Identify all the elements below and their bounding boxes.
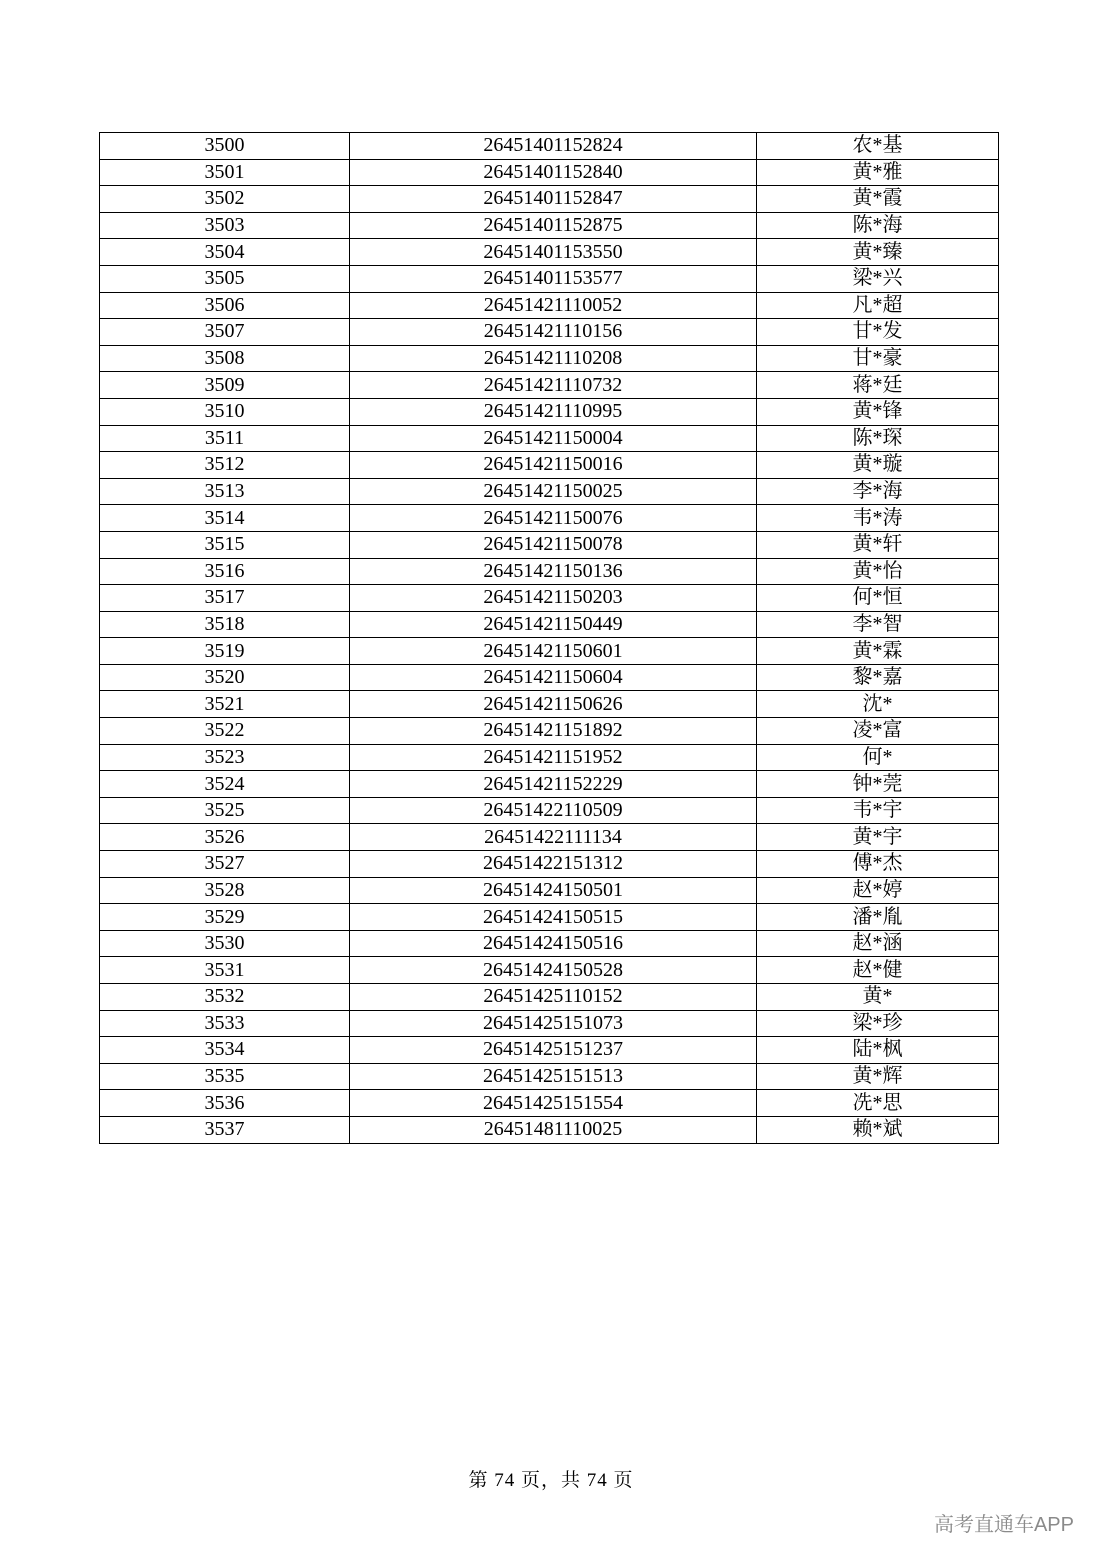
table-row [100, 531, 999, 558]
row-number-cell: 3525 [100, 797, 350, 824]
candidate-name-cell: 凌*富 [757, 718, 999, 745]
exam-number-cell: 26451425151237 [350, 1037, 757, 1064]
exam-number-cell: 26451421150004 [350, 425, 757, 452]
exam-number-cell: 26451401153577 [350, 265, 757, 292]
exam-number-cell: 26451421152229 [350, 771, 757, 798]
admission-list-table [99, 132, 999, 1144]
row-number-cell: 3523 [100, 744, 350, 771]
row-number-cell: 3526 [100, 824, 350, 851]
row-number-cell: 3505 [100, 265, 350, 292]
exam-number-cell: 26451421150604 [350, 664, 757, 691]
row-number-cell: 3530 [100, 930, 350, 957]
candidate-name-cell: 钟*莞 [757, 771, 999, 798]
candidate-name-cell: 梁*珍 [757, 1010, 999, 1037]
exam-number-cell: 26451421110208 [350, 345, 757, 372]
candidate-name-cell: 赵*健 [757, 957, 999, 984]
row-number-cell: 3513 [100, 478, 350, 505]
row-number-cell: 3501 [100, 159, 350, 186]
row-number-cell: 3532 [100, 984, 350, 1011]
table-row [100, 452, 999, 479]
exam-number-cell: 26451401152847 [350, 186, 757, 213]
table-row [100, 984, 999, 1011]
table-row [100, 824, 999, 851]
table-row [100, 877, 999, 904]
page-footer: 第 74 页，共 74 页 [468, 1470, 634, 1491]
table-row [100, 851, 999, 878]
exam-number-cell: 26451401152840 [350, 159, 757, 186]
exam-number-cell: 26451421150078 [350, 531, 757, 558]
row-number-cell: 3504 [100, 239, 350, 266]
candidate-name-cell: 凡*超 [757, 292, 999, 319]
candidate-name-cell: 黄*雅 [757, 159, 999, 186]
candidate-name-cell: 李*智 [757, 611, 999, 638]
row-number-cell: 3528 [100, 877, 350, 904]
table-row [100, 186, 999, 213]
exam-number-cell: 26451425110152 [350, 984, 757, 1011]
exam-number-cell: 26451401153550 [350, 239, 757, 266]
candidate-name-cell: 何*恒 [757, 585, 999, 612]
row-number-cell: 3537 [100, 1116, 350, 1143]
row-number-cell: 3524 [100, 771, 350, 798]
candidate-name-cell: 黄*辉 [757, 1063, 999, 1090]
candidate-name-cell: 蒋*廷 [757, 372, 999, 399]
table-row [100, 718, 999, 745]
exam-number-cell: 26451421150449 [350, 611, 757, 638]
candidate-name-cell: 陈*琛 [757, 425, 999, 452]
table-row [100, 292, 999, 319]
candidate-name-cell: 冼*思 [757, 1090, 999, 1117]
row-number-cell: 3518 [100, 611, 350, 638]
candidate-name-cell: 陆*枫 [757, 1037, 999, 1064]
exam-number-cell: 26451424150516 [350, 930, 757, 957]
exam-number-cell: 26451421150601 [350, 638, 757, 665]
candidate-name-cell: 李*海 [757, 478, 999, 505]
exam-number-cell: 26451401152824 [350, 133, 757, 160]
exam-number-cell: 26451425151073 [350, 1010, 757, 1037]
candidate-name-cell: 赖*斌 [757, 1116, 999, 1143]
exam-number-cell: 26451481110025 [350, 1116, 757, 1143]
candidate-name-cell: 黄*宇 [757, 824, 999, 851]
row-number-cell: 3512 [100, 452, 350, 479]
row-number-cell: 3533 [100, 1010, 350, 1037]
table-row [100, 265, 999, 292]
exam-number-cell: 26451422151312 [350, 851, 757, 878]
candidate-name-cell: 黄*怡 [757, 558, 999, 585]
row-number-cell: 3511 [100, 425, 350, 452]
row-number-cell: 3522 [100, 718, 350, 745]
candidate-name-cell: 韦*宇 [757, 797, 999, 824]
candidate-name-cell: 黄*轩 [757, 531, 999, 558]
exam-number-cell: 26451421150076 [350, 505, 757, 532]
candidate-name-cell: 陈*海 [757, 212, 999, 239]
table-row [100, 345, 999, 372]
exam-number-cell: 26451421110995 [350, 398, 757, 425]
table-row [100, 133, 999, 160]
table-row [100, 585, 999, 612]
table-row [100, 664, 999, 691]
row-number-cell: 3517 [100, 585, 350, 612]
row-number-cell: 3535 [100, 1063, 350, 1090]
table-row [100, 797, 999, 824]
candidate-name-cell: 傅*杰 [757, 851, 999, 878]
table-body [100, 133, 999, 1144]
table-row [100, 1116, 999, 1143]
exam-number-cell: 26451421110156 [350, 319, 757, 346]
row-number-cell: 3529 [100, 904, 350, 931]
row-number-cell: 3508 [100, 345, 350, 372]
table-row [100, 372, 999, 399]
row-number-cell: 3500 [100, 133, 350, 160]
candidate-name-cell: 何* [757, 744, 999, 771]
candidate-name-cell: 黄* [757, 984, 999, 1011]
table-row [100, 319, 999, 346]
table-row [100, 1063, 999, 1090]
table-row [100, 239, 999, 266]
exam-number-cell: 26451424150501 [350, 877, 757, 904]
exam-number-cell: 26451422110509 [350, 797, 757, 824]
table-row [100, 558, 999, 585]
table-row [100, 505, 999, 532]
table-row [100, 638, 999, 665]
exam-number-cell: 26451421150203 [350, 585, 757, 612]
exam-number-cell: 26451421151892 [350, 718, 757, 745]
exam-number-cell: 26451401152875 [350, 212, 757, 239]
table-row [100, 1037, 999, 1064]
exam-number-cell: 26451424150528 [350, 957, 757, 984]
table-row [100, 1090, 999, 1117]
row-number-cell: 3502 [100, 186, 350, 213]
row-number-cell: 3516 [100, 558, 350, 585]
table-row [100, 744, 999, 771]
row-number-cell: 3520 [100, 664, 350, 691]
row-number-cell: 3536 [100, 1090, 350, 1117]
exam-number-cell: 26451421150626 [350, 691, 757, 718]
candidate-name-cell: 黄*璇 [757, 452, 999, 479]
row-number-cell: 3534 [100, 1037, 350, 1064]
candidate-name-cell: 黄*臻 [757, 239, 999, 266]
exam-number-cell: 26451421150016 [350, 452, 757, 479]
exam-number-cell: 26451421150025 [350, 478, 757, 505]
row-number-cell: 3521 [100, 691, 350, 718]
table-row [100, 398, 999, 425]
table-row [100, 957, 999, 984]
table-row [100, 930, 999, 957]
table-row [100, 212, 999, 239]
candidate-name-cell: 黄*霞 [757, 186, 999, 213]
exam-number-cell: 26451421150136 [350, 558, 757, 585]
table-row [100, 425, 999, 452]
exam-number-cell: 26451424150515 [350, 904, 757, 931]
candidate-name-cell: 黄*霖 [757, 638, 999, 665]
row-number-cell: 3506 [100, 292, 350, 319]
candidate-name-cell: 沈* [757, 691, 999, 718]
exam-number-cell: 26451421110732 [350, 372, 757, 399]
candidate-name-cell: 韦*涛 [757, 505, 999, 532]
table-row [100, 771, 999, 798]
table-row [100, 159, 999, 186]
exam-number-cell: 26451425151554 [350, 1090, 757, 1117]
row-number-cell: 3519 [100, 638, 350, 665]
row-number-cell: 3507 [100, 319, 350, 346]
table-row [100, 611, 999, 638]
exam-number-cell: 26451421110052 [350, 292, 757, 319]
candidate-name-cell: 甘*豪 [757, 345, 999, 372]
row-number-cell: 3514 [100, 505, 350, 532]
row-number-cell: 3503 [100, 212, 350, 239]
row-number-cell: 3515 [100, 531, 350, 558]
candidate-name-cell: 潘*胤 [757, 904, 999, 931]
table-row [100, 478, 999, 505]
row-number-cell: 3509 [100, 372, 350, 399]
candidate-name-cell: 甘*发 [757, 319, 999, 346]
candidate-name-cell: 黎*嘉 [757, 664, 999, 691]
exam-number-cell: 26451425151513 [350, 1063, 757, 1090]
candidate-name-cell: 农*基 [757, 133, 999, 160]
watermark: 高考直通车APP [933, 1514, 1074, 1536]
table-row [100, 904, 999, 931]
candidate-name-cell: 梁*兴 [757, 265, 999, 292]
row-number-cell: 3510 [100, 398, 350, 425]
row-number-cell: 3527 [100, 851, 350, 878]
candidate-name-cell: 黄*锋 [757, 398, 999, 425]
table-row [100, 691, 999, 718]
table-row [100, 1010, 999, 1037]
candidate-name-cell: 赵*涵 [757, 930, 999, 957]
exam-number-cell: 26451421151952 [350, 744, 757, 771]
candidate-name-cell: 赵*婷 [757, 877, 999, 904]
exam-number-cell: 26451422111134 [350, 824, 757, 851]
row-number-cell: 3531 [100, 957, 350, 984]
